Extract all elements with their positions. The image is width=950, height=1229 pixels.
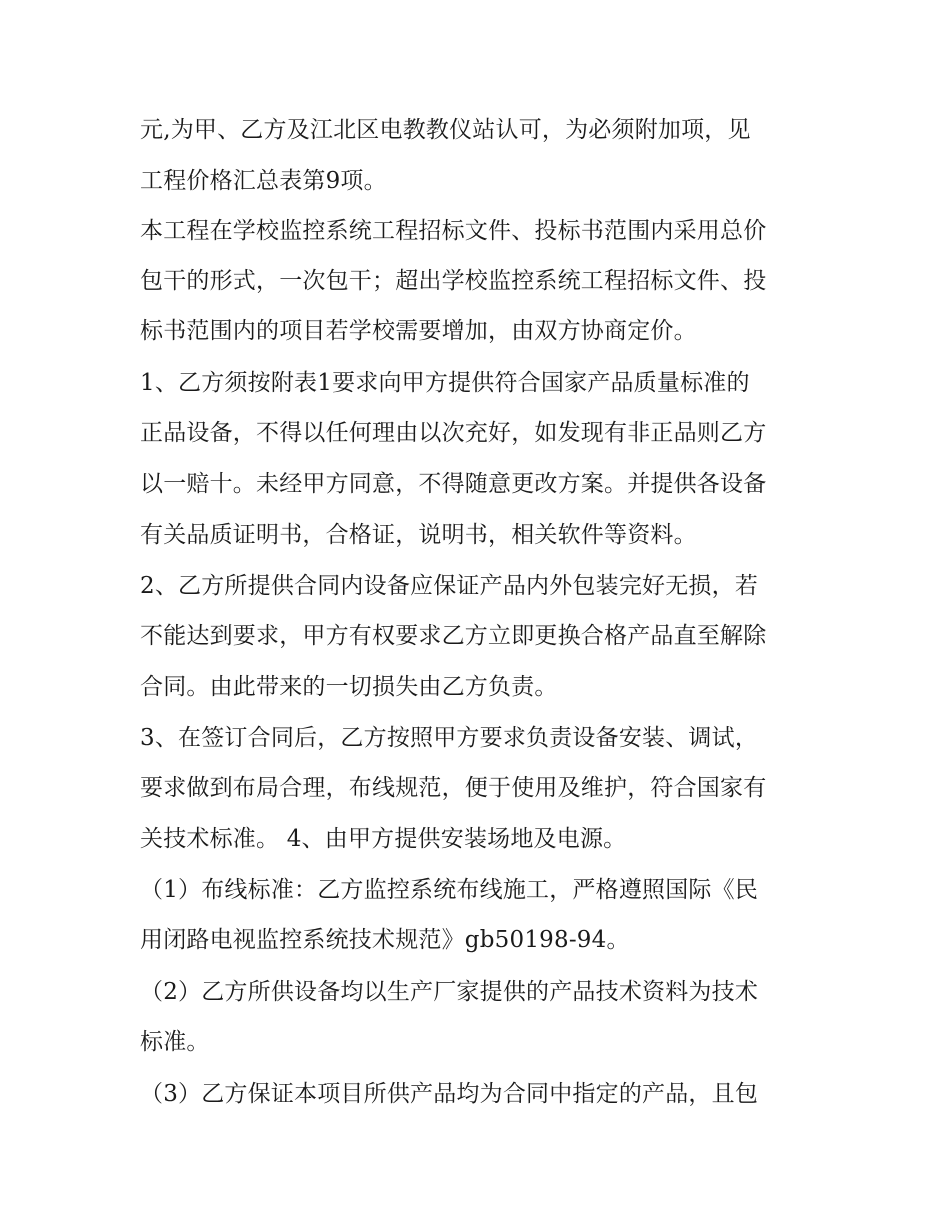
text-line: 合同。由此带来的一切损失由乙方负责。 <box>140 674 558 700</box>
text-line: 2、乙方所提供合同内设备应保证产品内外包装完好无损，若 <box>140 573 759 599</box>
text-line: 本工程在学校监控系统工程招标文件、投标书范围内采用总价 <box>140 218 767 244</box>
text-line: 关技术标准。 4、由甲方提供安装场地及电源。 <box>140 826 627 852</box>
text-line: 标书范围内的项目若学校需要增加，由双方协商定价。 <box>140 318 697 344</box>
text-line: 1、乙方须按附表1要求向甲方提供符合国家产品质量标准的 <box>140 370 750 396</box>
text-line: 元,为甲、乙方及江北区电教教仪站认可，为必须附加项，见 <box>140 117 751 143</box>
text-line: 3、在签订合同后，乙方按照甲方要求负责设备安装、调试， <box>140 725 759 751</box>
text-line: 标准。 <box>140 1029 210 1055</box>
text-line: 包干的形式，一次包干；超出学校监控系统工程招标文件、投 <box>140 268 767 294</box>
text-line: 工程价格汇总表第9项。 <box>140 168 387 194</box>
text-line: （3）乙方保证本项目所供产品均为合同中指定的产品，且包 <box>140 1081 759 1107</box>
text-line: （2）乙方所供设备均以生产厂家提供的产品技术资料为技术 <box>140 979 759 1005</box>
text-line: 要求做到布局合理，布线规范，便于使用及维护，符合国家有 <box>140 775 767 801</box>
text-line: 有关品质证明书，合格证，说明书，相关软件等资料。 <box>140 522 697 548</box>
text-line: 不能达到要求，甲方有权要求乙方立即更换合格产品直至解除 <box>140 623 767 649</box>
text-line: 正品设备，不得以任何理由以次充好，如发现有非正品则乙方 <box>140 420 767 446</box>
text-line: （1）布线标准：乙方监控系统布线施工，严格遵照国际《民 <box>140 877 759 903</box>
text-line: 用闭路电视监控系统技术规范》gb50198-94。 <box>140 927 630 953</box>
text-line: 以一赔十。未经甲方同意，不得随意更改方案。并提供各设备 <box>140 471 767 497</box>
